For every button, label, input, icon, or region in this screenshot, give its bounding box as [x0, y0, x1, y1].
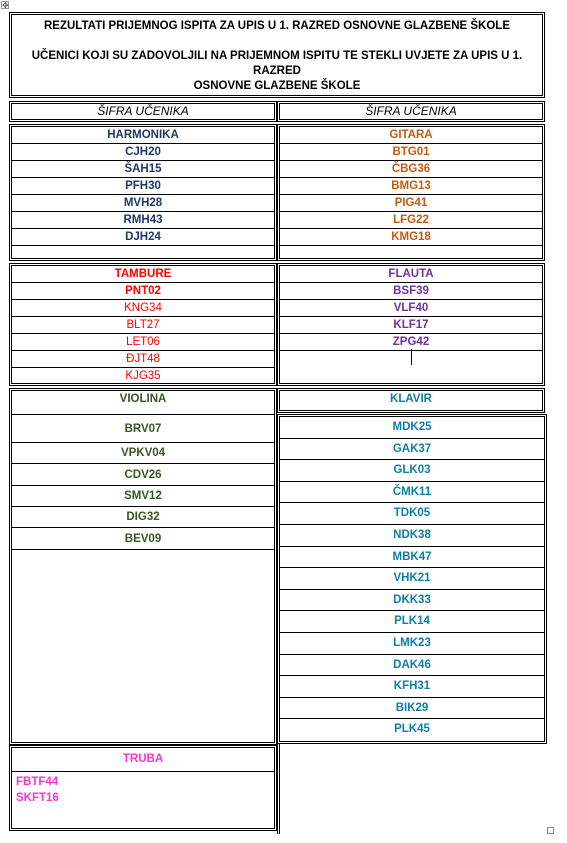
list-item: VLF40: [280, 300, 542, 317]
list-item: BTG01: [280, 144, 542, 161]
list-item: DJH24: [12, 229, 274, 246]
list-item: MDK25: [280, 417, 544, 439]
tambure-heading: TAMBURE: [12, 266, 274, 283]
list-item: BEV09: [12, 528, 274, 550]
harmonika-heading: HARMONIKA: [12, 127, 274, 144]
header-right: [277, 101, 545, 122]
list-item: LET06: [12, 334, 274, 351]
list-item: KNG34: [12, 300, 274, 317]
list-item: SKFT16: [16, 792, 59, 804]
list-item: LFG22: [280, 212, 542, 229]
list-item: RMH43: [12, 212, 274, 229]
list-item: BIK29: [280, 698, 544, 720]
list-item: PLK14: [280, 611, 544, 633]
document-title: [9, 12, 545, 98]
list-item: TDK05: [280, 503, 544, 525]
list-item: KFH31: [280, 676, 544, 698]
title-line-1: REZULTATI PRIJEMNOG ISPITA ZA UPIS U 1. RAZRED OSNOVNE GLAZBENE ŠKOLE: [44, 20, 510, 32]
title-line-2b: OSNOVNE GLAZBENE ŠKOLE: [193, 80, 361, 92]
list-item: GAK37: [280, 439, 544, 461]
resize-handle-icon[interactable]: [547, 827, 554, 834]
list-item: MBK47: [280, 547, 544, 569]
list-item: DKK33: [280, 590, 544, 612]
list-item: PNT02: [12, 283, 274, 300]
list-item: VPKV04: [12, 443, 274, 464]
list-item: DIG32: [12, 507, 274, 528]
list-item: ČBG36: [280, 161, 542, 178]
list-item: BLT27: [12, 317, 274, 334]
harmonika-section: [9, 124, 277, 261]
list-item: PLK45: [394, 723, 430, 736]
list-item: ĐJT48: [12, 351, 274, 368]
list-item: CJH20: [12, 144, 274, 161]
tambure-section: [9, 263, 277, 386]
klavir-heading: KLAVIR: [390, 393, 432, 405]
column-border: [277, 744, 280, 834]
list-item: PIG41: [280, 195, 542, 212]
list-item: KMG18: [280, 229, 542, 246]
list-item: BMG13: [280, 178, 542, 195]
list-item: FBTF44: [16, 776, 59, 788]
violina-section: [9, 388, 277, 745]
klavir-heading-box: [277, 388, 545, 413]
gitara-section: [277, 124, 545, 261]
violina-heading: VIOLINA: [12, 391, 274, 415]
gitara-heading: GITARA: [280, 127, 542, 144]
list-item: VHK21: [280, 568, 544, 590]
text-cursor: [411, 349, 412, 365]
flauta-heading: FLAUTA: [280, 266, 542, 283]
list-item: ČMK11: [280, 482, 544, 504]
list-item: ZPG42: [280, 334, 542, 351]
flauta-section: [277, 263, 545, 386]
header-right-label: ŠIFRA UČENIKA: [365, 104, 457, 118]
move-handle-icon[interactable]: ✥: [2, 1, 9, 10]
list-item: NDK38: [280, 525, 544, 547]
klavir-section: [277, 414, 547, 744]
list-item: LMK23: [280, 633, 544, 655]
list-item: GLK03: [280, 460, 544, 482]
list-item: PFH30: [12, 178, 274, 195]
list-item: ŠAH15: [12, 161, 274, 178]
list-item: KJG35: [125, 370, 161, 382]
list-item: MVH28: [12, 195, 274, 212]
list-item: KLF17: [280, 317, 542, 334]
list-item: BSF39: [280, 283, 542, 300]
truba-section: [9, 745, 277, 831]
empty-row: [12, 246, 274, 260]
header-left-label: ŠIFRA UČENIKA: [97, 104, 189, 118]
list-item: CDV26: [12, 464, 274, 486]
empty-row: [280, 246, 542, 260]
title-line-2a: UČENICI KOJI SU ZADOVOLJILI NA PRIJEMNOM ISPITU TE STEKLI UVJETE ZA UPIS U 1. RAZRED: [31, 50, 523, 77]
truba-heading: TRUBA: [12, 748, 274, 772]
list-item: BRV07: [12, 415, 274, 443]
list-item: DAK46: [280, 655, 544, 677]
list-item: SMV12: [12, 486, 274, 507]
header-left: [9, 101, 277, 122]
